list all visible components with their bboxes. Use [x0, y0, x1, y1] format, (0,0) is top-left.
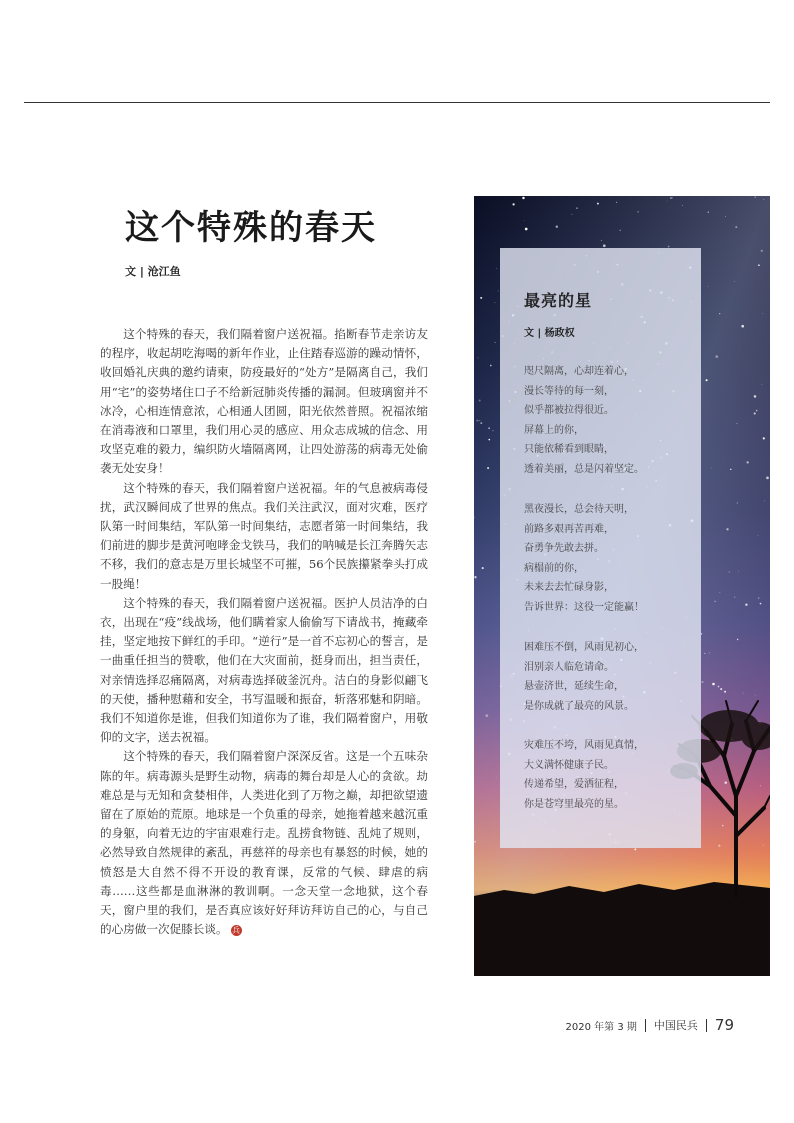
star: [488, 439, 490, 441]
article-paragraph: 这个特殊的春天，我们隔着窗户送祝福。年的气息被病毒侵扰，武汉瞬间成了世界的焦点。我们关注武汉，面对灾难，医疗队第一时间集结，军队第一时间集结，志愿者第一时间集结，我们前进的脚步是黄河咆哮金戈铁马，我们的呐喊是长江奔腾矢志不移，我们的意志是万里长城坚不可摧，56个民族攥紧拳头打成一股绳！: [100, 480, 428, 591]
star: [603, 244, 606, 247]
star: [498, 290, 499, 291]
star: [512, 203, 514, 205]
poem-line: 未来去去忙碌身影，: [524, 582, 614, 594]
star: [485, 714, 488, 717]
star: [496, 268, 497, 269]
star: [720, 688, 722, 690]
star: [743, 693, 744, 694]
poem-line: 大义满怀健康子民。: [524, 759, 614, 771]
poem-card: [500, 248, 701, 848]
poem-stanza-1: [524, 362, 694, 480]
poem-line: 传递希望，爱洒征程，: [524, 779, 624, 791]
star: [572, 214, 573, 215]
star: [637, 211, 638, 212]
star: [729, 571, 730, 572]
star: [488, 428, 489, 429]
article-title: 这个特殊的春天: [125, 208, 377, 248]
star: [722, 825, 723, 826]
issue-label: 2020 年第 3 期: [565, 1021, 637, 1033]
star: [730, 469, 731, 470]
star: [708, 286, 709, 287]
star: [724, 691, 726, 693]
article-body: [100, 325, 428, 940]
poem-line: 漫长等待的每一刻，: [524, 385, 614, 397]
star: [725, 782, 727, 784]
star: [719, 313, 720, 314]
poem-stanza-2: [524, 500, 694, 618]
star: [714, 601, 716, 603]
star: [755, 695, 756, 696]
star: [706, 379, 708, 381]
star: [495, 342, 496, 343]
star: [718, 845, 720, 847]
poem-line: 悬壶济世，延续生命，: [524, 681, 624, 693]
article-paragraph-text: 这个特殊的春天，我们隔着窗户深深反省。这是一个五味杂陈的年。病毒源头是野生动物，病毒的舞台却是人心的贪欲。劫难总是与无知和贪婪相伴，人类进化到了万物之巅，却把欲望遗留在了原始的荒原。地球是一个负重的母亲，她拖着越来越沉重的身躯，向着无边的宇宙艰难行走。乱捞食物链、乱炖了规则，必然导致自然规律的紊乱，再慈祥的母亲也有暴怒的时候，她的愤怒是大自然不得不开设的教育课，反常的气候、肆虐的病毒……这些都是血淋淋的教训啊。一念天堂一念地狱，这个春天，窗户里的我们，是否真应该好好拜访拜访自己的心，与自己的心房做一次促膝长谈。: [100, 749, 428, 937]
poem-line: 泪别亲人临危请命。: [524, 661, 614, 673]
star: [758, 597, 759, 598]
page-number: 79: [714, 1016, 734, 1034]
poem-panel: [474, 196, 770, 976]
ground-silhouette: [474, 882, 770, 976]
star: [478, 357, 479, 358]
star: [745, 604, 747, 606]
star: [718, 686, 720, 688]
star: [756, 410, 758, 412]
star: [734, 281, 735, 282]
star: [763, 199, 764, 200]
star: [634, 848, 636, 850]
star: [496, 777, 497, 778]
star: [667, 201, 668, 202]
star: [736, 423, 737, 424]
star: [764, 501, 765, 502]
star: [741, 325, 744, 328]
star: [725, 216, 726, 217]
poem-line: 似乎都被拉得很近。: [524, 405, 614, 417]
star: [760, 785, 761, 786]
star: [556, 226, 558, 228]
star: [576, 208, 577, 209]
poem-line: 咫尺隔离，心却连着心，: [524, 366, 634, 377]
star: [758, 264, 760, 266]
star: [487, 467, 489, 469]
star: [561, 855, 562, 856]
poem-line: 透着美丽，总是闪着坚定。: [524, 463, 644, 475]
star: [495, 302, 496, 303]
star: [762, 313, 763, 314]
poem-line: 你是苍穹里最亮的星。: [524, 798, 624, 810]
star: [766, 477, 769, 480]
star: [474, 576, 476, 578]
star: [524, 220, 525, 221]
star: [720, 592, 721, 593]
star: [712, 683, 715, 686]
poem-line: 是你成就了最亮的风景。: [524, 700, 634, 712]
page-footer: [566, 1016, 734, 1034]
star: [476, 420, 478, 422]
star: [754, 395, 757, 398]
star: [616, 202, 617, 203]
star: [715, 355, 718, 358]
poem-line: 屏幕上的你，: [524, 424, 584, 436]
end-mark-icon: 兵: [232, 925, 241, 935]
poem-line: 灾难压不垮，风雨见真情，: [524, 740, 644, 751]
star: [760, 603, 762, 605]
star: [737, 502, 738, 503]
poem-line: 告诉世界：这役一定能赢！: [524, 601, 644, 613]
poem-stanza-3: [524, 638, 694, 716]
star: [704, 653, 705, 654]
star: [525, 228, 528, 231]
star: [490, 365, 492, 367]
star: [670, 197, 672, 199]
star: [763, 845, 764, 846]
star: [761, 384, 762, 385]
article-paragraph: 这个特殊的春天，我们隔着窗户送祝福。医护人员洁净的白衣，出现在“疫”线战场，他们瞒着家人偷偷写下请战书，掩藏牵挂，坚定地按下鲜红的手印。“逆行”是一首不忘初心的誓言，是一曲重任担当的赞歌，他们在大灾面前，挺身而出，担当责任，对亲情选择忍痛隔离，对病毒选择破釜沉舟。洁白的身影似翩飞的天使，播种慰藉和安全，书写温暖和振奋，斩落邪魅和阴暗。我们不知道你是谁，但我们知道你为了谁，我们隔着窗户，用敬仰的文字，送去祝福。: [100, 595, 428, 745]
poem-line: 病榻前的你，: [524, 562, 584, 574]
star: [707, 211, 709, 213]
poem-stanza-4: [524, 736, 694, 814]
article-paragraph: [100, 747, 428, 939]
star: [522, 197, 524, 199]
star: [763, 437, 765, 439]
article-paragraph: 这个特殊的春天，我们隔着窗户送祝福。掐断春节走亲访友的程序，收起胡吃海喝的新年作业，止住踏春巡游的躁动情怀，收回婚礼庆典的邀约请柬，防疫最好的“处方”是隔离自己，我们用“宅”的姿势堵住口子不给新冠肺炎传播的漏洞。但玻璃窗并不冰冷，心相连情意浓，心相通人团圆，阳光依然普照。祝福浓缩在消毒液和口罩里，我们用心灵的感应、用众志成城的信念、用攻坚克难的毅力，编织防火墙隔离网，让四处游荡的病毒无处偷袭无处安身！: [100, 327, 428, 476]
star: [754, 412, 756, 414]
poem-line: 困难压不倒，风雨见初心，: [524, 642, 644, 653]
star: [701, 681, 703, 683]
star: [761, 250, 763, 252]
star: [738, 571, 739, 572]
star: [482, 567, 484, 569]
star: [682, 205, 683, 206]
star: [601, 240, 602, 241]
star: [737, 639, 738, 640]
footer-divider: [706, 1019, 707, 1032]
star: [479, 420, 480, 421]
star: [746, 461, 748, 463]
poem-line: 前路多艰再苦再难，: [524, 523, 614, 535]
poem-line: 奋勇争先敢去拼。: [524, 543, 604, 555]
star: [711, 468, 712, 469]
star: [672, 197, 673, 198]
top-rule: [24, 102, 770, 103]
magazine-name: 中国民兵: [653, 1019, 698, 1032]
star: [734, 597, 735, 598]
star: [709, 653, 710, 654]
star: [620, 230, 621, 231]
star: [726, 528, 728, 530]
poem-line: 黑夜漫长，总会待天明，: [524, 504, 634, 515]
footer-divider: [645, 1019, 646, 1032]
star: [480, 422, 482, 424]
article-byline: 文 | 沧江鱼: [125, 265, 181, 278]
star: [597, 203, 599, 205]
poem-title: 最亮的星: [524, 291, 593, 310]
star: [474, 841, 476, 843]
star: [758, 535, 759, 536]
star: [735, 226, 737, 228]
poem-byline: 文 | 杨政权: [524, 328, 575, 339]
star: [479, 400, 481, 402]
star: [480, 297, 482, 299]
star: [492, 430, 493, 431]
poem-line: 只能依稀看到眼睛，: [524, 444, 614, 456]
star: [755, 197, 756, 198]
